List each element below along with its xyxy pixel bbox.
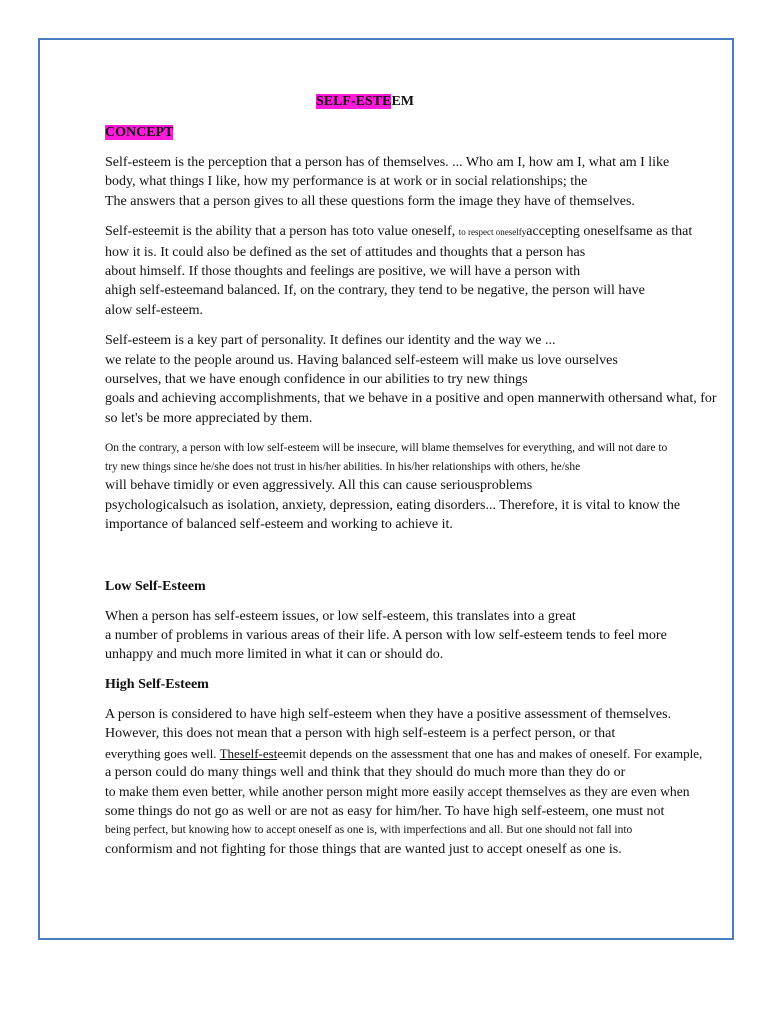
text-run-small: to respect oneselfy: [458, 227, 527, 238]
text-run: eemit depends on the assessment that one has and makes of oneself. For example,: [277, 745, 703, 761]
text-line: ourselves, that we have enough confidence in our abilities to try new things: [105, 372, 528, 388]
paragraph-6: [105, 705, 745, 860]
document-title: [105, 92, 625, 112]
text-line: The answers that a person gives to all these questions form the image they have of themselves.: [105, 193, 635, 209]
text-line: a number of problems in various areas of their life. A person with low self-esteem tends to feel more: [105, 627, 667, 643]
text-line: psychologicalsuch as isolation, anxiety, depression, eating disorders... Therefore, it is vital to know the: [105, 497, 681, 513]
high-self-esteem-heading: High Self-Esteem: [105, 676, 209, 692]
low-self-esteem-heading: Low Self-Esteem: [105, 578, 206, 594]
text-line: alow self-esteem.: [105, 302, 203, 318]
text-line: so let's be more appreciated by them.: [105, 410, 313, 426]
text-line-small: try new things since he/she does not trust in his/her abilities. In his/her relationships with others, he/she: [105, 461, 581, 474]
title-highlighted: SELF-ESTE: [315, 94, 392, 109]
text-line: goals and achieving accomplishments, that we behave in a positive and open mannerwith othersand what, for: [105, 391, 717, 407]
text-line: [105, 744, 745, 763]
text-line: we relate to the people around us. Having balanced self-esteem will make us love ourselves: [105, 352, 618, 368]
text-line: how it is. It could also be defined as the set of attitudes and thoughts that a person has: [105, 244, 586, 260]
document-body: [105, 92, 745, 860]
text-line: ahigh self-esteemand balanced. If, on the contrary, they tend to be negative, the person will have: [105, 283, 645, 299]
text-run: Self-esteemit is the ability that a person has toto value oneself,: [105, 224, 459, 240]
text-line: body, what things I like, how my performance is at work or in social relationships; the: [105, 174, 588, 190]
text-line: about himself. If those thoughts and feelings are positive, we will have a person with: [105, 264, 581, 280]
paragraph-5: [105, 607, 745, 665]
text-line: [105, 222, 745, 242]
text-line-small: being perfect, but knowing how to accept oneself as one is, with imperfections and all. But one should not fall into: [105, 824, 633, 837]
concept-heading-text: CONCEPT: [105, 125, 174, 140]
text-run: accepting oneselfsame as that: [526, 224, 693, 240]
text-line: A person is considered to have high self-esteem when they have a positive assessment of themselves.: [105, 706, 672, 722]
text-run: everything goes well.: [105, 745, 220, 761]
text-line: will behave timidly or even aggressively. All this can cause seriousproblems: [105, 478, 533, 494]
text-line: Self-esteem is a key part of personality. It defines our identity and the way we ...: [105, 333, 556, 349]
text-line-small: On the contrary, a person with low self-esteem will be insecure, will blame themselves for everything, and will not dare to: [105, 442, 668, 455]
text-line: some things do not go as well or are not as easy for him/her. To have high self-esteem, one must not: [105, 803, 665, 819]
concept-heading: [105, 123, 745, 143]
paragraph-4: [105, 438, 745, 534]
text-line: conformism and not fighting for those things that are wanted just to accept oneself as one is.: [105, 842, 622, 858]
text-line: unhappy and much more limited in what it can or should do.: [105, 647, 444, 663]
text-line: importance of balanced self-esteem and working to achieve it.: [105, 517, 453, 533]
paragraph-3: [105, 331, 745, 428]
paragraph-1: [105, 153, 745, 211]
text-line: However, this does not mean that a person with high self-esteem is a perfect person, or that: [105, 726, 616, 742]
title-rest: EM: [391, 94, 415, 109]
text-line: Self-esteem is the perception that a person has of themselves. ... Who am I, how am I, what am I like: [105, 155, 670, 170]
text-run-underlined: Theself-est: [219, 745, 278, 761]
text-line: to make them even better, while another person might more easily accept themselves as they are even when: [105, 784, 690, 800]
text-line: When a person has self-esteem issues, or low self-esteem, this translates into a great: [105, 608, 576, 624]
text-line: a person could do many things well and think that they should do much more than they do or: [105, 764, 626, 780]
paragraph-2: [105, 222, 745, 320]
